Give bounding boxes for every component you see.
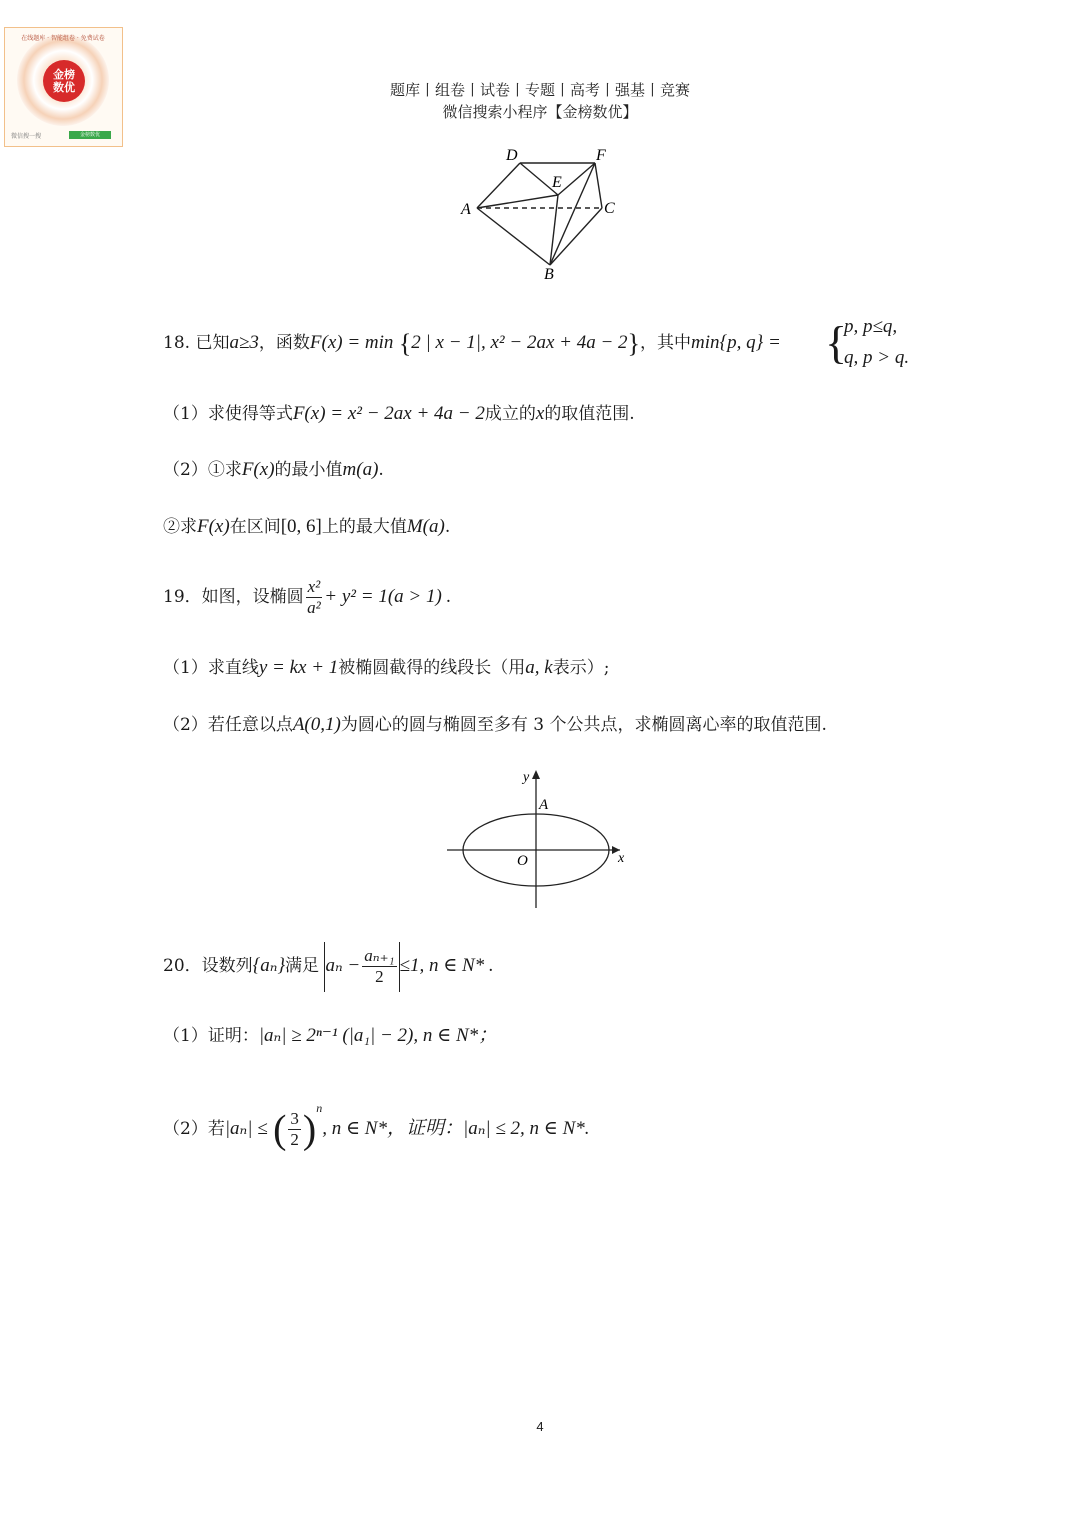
q20-2-frac-num: 3 <box>290 1109 299 1128</box>
q20-2-label: （2）若 <box>163 1119 225 1139</box>
ellipse-figure <box>445 765 635 913</box>
q19-2-label: （2）若任意以点 <box>163 715 293 735</box>
q19-1-vars: a, k <box>525 657 553 678</box>
q18-cases-brace: { <box>825 317 848 368</box>
q18-1-rest2: 的取值范围. <box>544 404 635 424</box>
q19-1-rest1: 被椭圆截得的线段长（用 <box>338 658 526 678</box>
q18-condition: a≥3 <box>229 332 259 353</box>
q20-2-cond-right: , n ∈ N*，证明： <box>322 1118 463 1139</box>
q19-fraction <box>306 577 323 618</box>
q18-minpq: min{p, q} = <box>691 332 781 353</box>
logo-center-text: 金榜 数优 <box>53 68 75 94</box>
q18-intro: 已知 <box>195 333 230 353</box>
polyhedron-figure <box>455 145 630 285</box>
q19-part-1 <box>163 656 609 680</box>
q18-2-F: F(x) <box>241 459 275 480</box>
q19-frac-num: x² <box>307 577 321 596</box>
page-number: 4 <box>536 1419 544 1434</box>
q18-3-label: ②求 <box>163 517 197 537</box>
q18-case-2: q, p > q. <box>844 347 910 368</box>
q18-number: 18. <box>163 333 191 353</box>
logo-footer-right: 金榜数优 <box>69 131 111 139</box>
q20-sequence: {aₙ} <box>252 955 286 976</box>
axis-y-label: y <box>523 770 530 785</box>
q20-rest: 满足 <box>285 956 320 976</box>
q18-part-3 <box>163 515 450 539</box>
q20-1-label: （1）证明： <box>163 1026 259 1046</box>
q20-2-paren-close: ) <box>302 1106 317 1152</box>
origin-label: O <box>517 853 528 869</box>
q19-frac-den: a² <box>307 598 321 617</box>
q18-case-1: p, p≤q, <box>844 316 898 337</box>
q20-2-conclusion: |aₙ| ≤ 2, n ∈ N*. <box>462 1118 590 1139</box>
label-A: A <box>461 201 471 218</box>
q19-2-point: A(0,1) <box>292 714 341 735</box>
q18-set-body: 2 | x − 1|, x² − 2ax + 4a − 2 <box>411 332 628 353</box>
q18-2-m: m(a) <box>342 459 379 480</box>
q18-3-interval: [0, 6] <box>280 516 322 537</box>
q20-fraction <box>362 946 396 987</box>
q18-3-M: M(a) <box>406 516 445 537</box>
q18-1-rest1: 成立的 <box>484 404 536 424</box>
logo-footer-left: 微信搜一搜 <box>11 133 42 140</box>
label-D: D <box>506 147 518 164</box>
q19-1-rest2: 表示）; <box>552 658 610 678</box>
q20-number: 20．设数列 <box>163 956 253 976</box>
q18-3-F: F(x) <box>197 516 230 537</box>
q18-3-dot: . <box>444 517 451 537</box>
q20-frac-num: aₙ₊₁ <box>364 946 395 965</box>
q20-2-paren-open: ( <box>273 1106 287 1152</box>
q19-2-rest: 为圆心的圆与椭圆至多有 3 个公共点，求椭圆离心率的取值范围. <box>340 715 827 735</box>
q18-F: F(x) = min <box>309 332 394 353</box>
q20-2-power: n <box>316 1101 323 1115</box>
q18-2-rest: 的最小值 <box>274 460 343 480</box>
header-line-2: 微信搜索小程序【金榜数优】 <box>442 103 638 121</box>
q20-2-cond-left: |aₙ| ≤ <box>224 1118 268 1139</box>
q20-1-expr: |aₙ| ≥ 2ⁿ⁻¹ (|a₁| − 2), n ∈ N*； <box>258 1025 498 1046</box>
q18-1-var: x <box>535 403 545 424</box>
label-E: E <box>552 174 562 191</box>
q18-set-close: } <box>627 328 641 358</box>
q18-2-dot: . <box>378 460 384 480</box>
q18-part-2 <box>163 458 384 482</box>
q18-func-text: ，函数 <box>258 333 310 353</box>
q19-rest: + y² = 1(a > 1) . <box>324 586 452 607</box>
q18-2-label: （2）①求 <box>163 460 242 480</box>
q19-1-label: （1）求直线 <box>163 658 259 678</box>
label-C: C <box>604 200 615 217</box>
q18-1-label: （1）求使得等式 <box>163 404 293 424</box>
q20-an: aₙ − <box>325 955 361 976</box>
q18-1-equation: F(x) = x² − 2ax + 4a − 2 <box>292 403 485 424</box>
q20-2-fraction <box>288 1109 301 1150</box>
q19-1-line: y = kx + 1 <box>258 657 339 678</box>
label-B: B <box>544 266 554 283</box>
q19-number: 19．如图，设椭圆 <box>163 587 304 607</box>
axis-x-label: x <box>618 851 625 866</box>
q19-part-2 <box>163 713 827 737</box>
q20-statement <box>163 938 494 994</box>
q18-where: ，其中 <box>640 333 692 353</box>
q20-part-2 <box>163 1080 590 1158</box>
q19-statement <box>163 571 451 623</box>
q20-frac-den: 2 <box>375 967 384 986</box>
q20-part-1 <box>163 1024 497 1048</box>
q20-2-frac-den: 2 <box>290 1130 299 1149</box>
label-F: F <box>596 147 606 164</box>
point-A-label: A <box>539 797 549 813</box>
logo-ring-text: 在线题库 · 智能组卷 · 免费试卷 <box>21 35 105 42</box>
q18-statement <box>163 328 781 358</box>
q18-set-open: { <box>398 328 412 358</box>
header-line-1: 题库丨组卷丨试卷丨专题丨高考丨强基丨竞赛 <box>389 81 690 99</box>
q18-3-rest2: 上的最大值 <box>321 517 407 537</box>
q18-3-rest1: 在区间 <box>229 517 281 537</box>
q20-tail: ≤1, n ∈ N* . <box>399 955 494 976</box>
q18-part-1 <box>163 402 635 426</box>
